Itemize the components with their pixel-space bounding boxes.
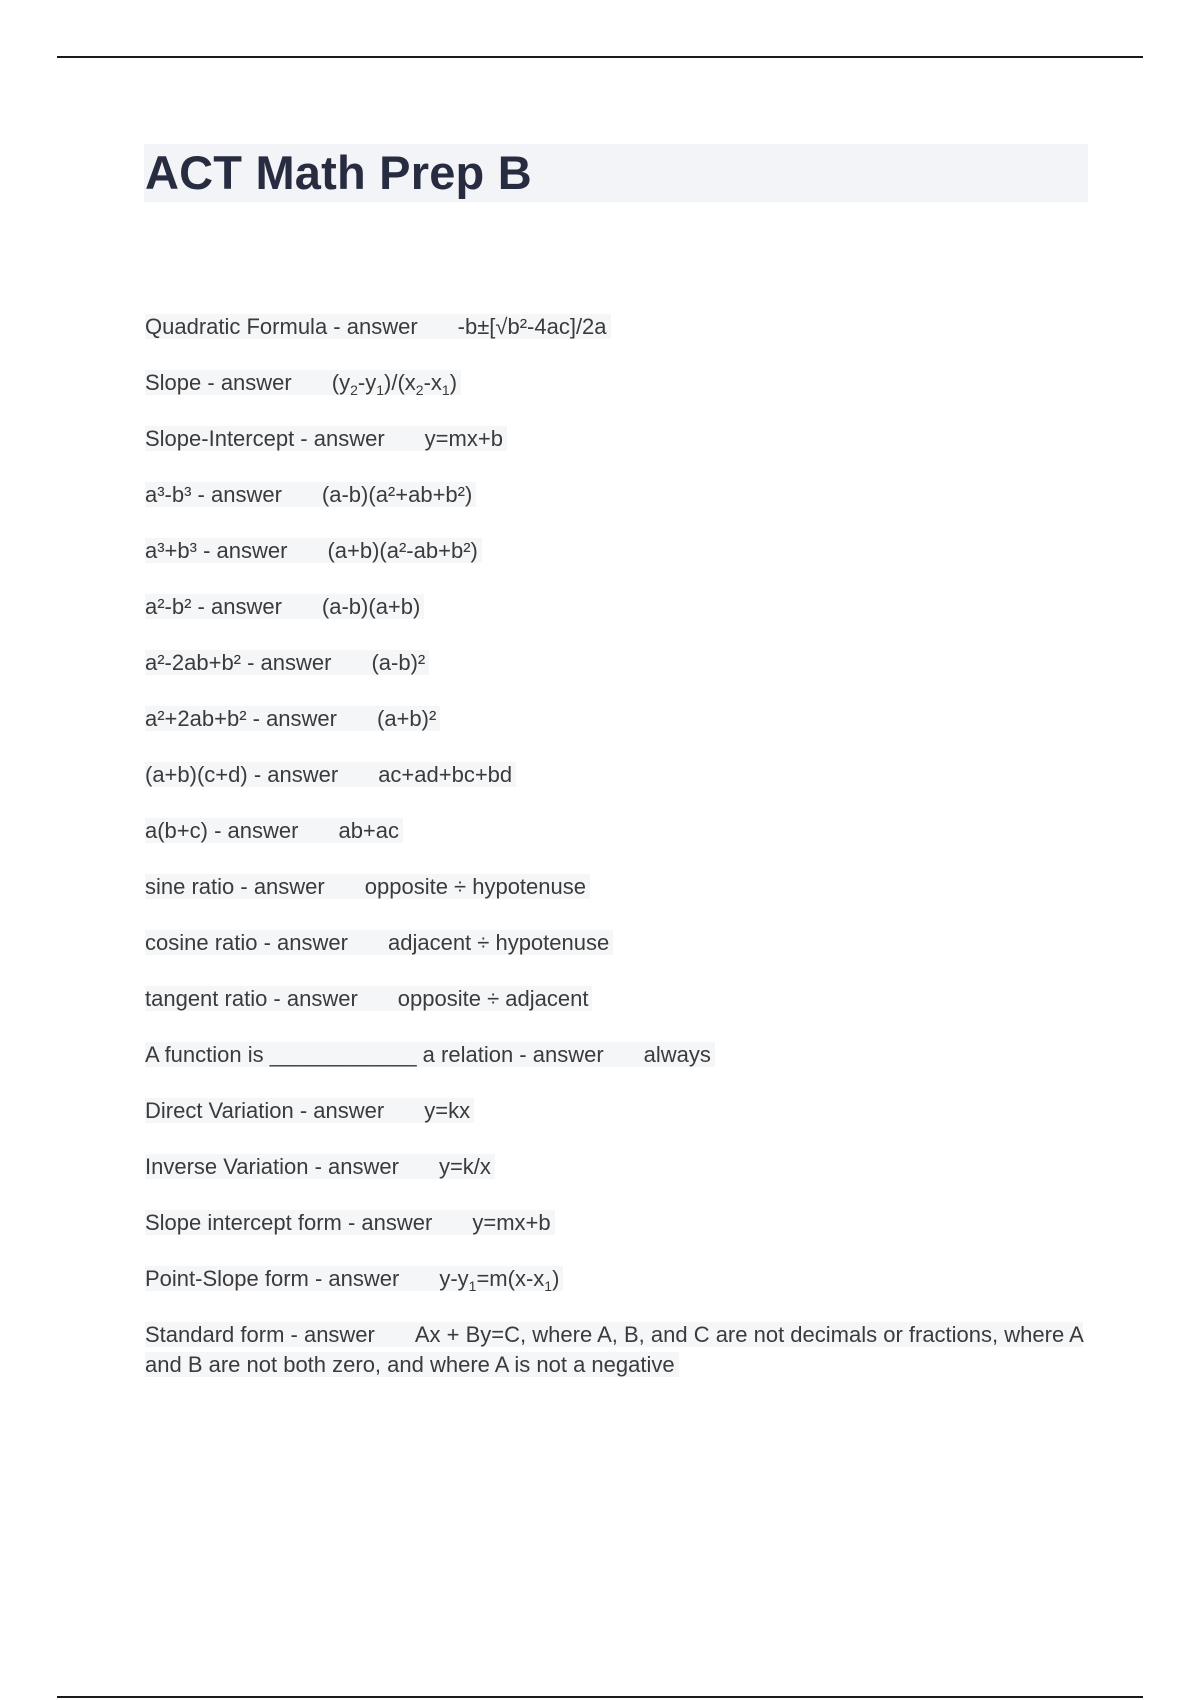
bottom-rule <box>57 1696 1143 1698</box>
question-text: tangent ratio - answer <box>145 986 358 1011</box>
question-text: a³+b³ - answer <box>145 538 288 563</box>
list-item <box>145 1096 1090 1152</box>
question-text: Slope-Intercept - answer <box>145 426 385 451</box>
question-text: A function is ____________ a relation - answer <box>145 1042 604 1067</box>
answer-text: $y-y_1=m(x-x_1)$ <box>439 1266 560 1294</box>
answer-text: Ax + By=C, where A, B, and C are not decimals or fractions, where A and B are not both zero, and where A is not a negative <box>145 1322 1083 1377</box>
answer-text: (a-b)² <box>371 650 426 675</box>
question-text: (a+b)(c+d) - answer <box>145 762 339 787</box>
answer-text: opposite ÷ hypotenuse <box>364 874 586 899</box>
answer-text: (a+b)(a²-ab+b²) <box>327 538 478 563</box>
question-text: a(b+c) - answer <box>145 818 299 843</box>
question-text: cosine ratio - answer <box>145 930 348 955</box>
page-title: ACT Math Prep B <box>145 146 532 199</box>
list-item <box>145 816 1090 872</box>
answer-text: y=kx <box>424 1098 471 1123</box>
flashcard-list <box>145 312 1090 1380</box>
list-item <box>145 1320 1090 1380</box>
question-text: a²-2ab+b² - answer <box>145 650 332 675</box>
list-item <box>145 536 1090 592</box>
question-text: Inverse Variation - answer <box>145 1154 399 1179</box>
answer-text: ab+ac <box>338 818 400 843</box>
list-item <box>145 592 1090 648</box>
answer-text: -b±[√b²-4ac]/2a <box>457 314 607 339</box>
answer-text: y=mx+b <box>424 426 503 451</box>
answer-text: $(y_2-y_1)/(x_2-x_1)$ <box>331 370 458 398</box>
top-rule <box>57 56 1143 58</box>
answer-text: always <box>643 1042 711 1067</box>
answer-text: y=mx+b <box>472 1210 551 1235</box>
answer-text: opposite ÷ adjacent <box>397 986 589 1011</box>
question-text: a³-b³ - answer <box>145 482 282 507</box>
answer-text: y=k/x <box>438 1154 491 1179</box>
question-text: Direct Variation - answer <box>145 1098 385 1123</box>
question-text: sine ratio - answer <box>145 874 325 899</box>
question-text: Standard form - answer <box>145 1322 375 1347</box>
list-item <box>145 648 1090 704</box>
answer-text: adjacent ÷ hypotenuse <box>387 930 610 955</box>
list-item <box>145 312 1090 368</box>
list-item <box>145 1264 1090 1320</box>
list-item <box>145 704 1090 760</box>
list-item <box>145 928 1090 984</box>
list-item <box>145 760 1090 816</box>
list-item <box>145 368 1090 424</box>
question-text: a²+2ab+b² - answer <box>145 706 337 731</box>
list-item <box>145 480 1090 536</box>
answer-text: (a-b)(a+b) <box>321 594 421 619</box>
list-item <box>145 984 1090 1040</box>
list-item <box>145 872 1090 928</box>
question-text: Quadratic Formula - answer <box>145 314 418 339</box>
list-item <box>145 1040 1090 1096</box>
answer-text: (a-b)(a²+ab+b²) <box>321 482 473 507</box>
question-text: Slope - answer <box>145 370 292 395</box>
question-text: Point-Slope form - answer <box>145 1266 400 1291</box>
question-text: a²-b² - answer <box>145 594 282 619</box>
answer-text: ac+ad+bc+bd <box>378 762 513 787</box>
question-text: Slope intercept form - answer <box>145 1210 433 1235</box>
list-item <box>145 424 1090 480</box>
list-item <box>145 1152 1090 1208</box>
answer-text: (a+b)² <box>377 706 437 731</box>
list-item <box>145 1208 1090 1264</box>
